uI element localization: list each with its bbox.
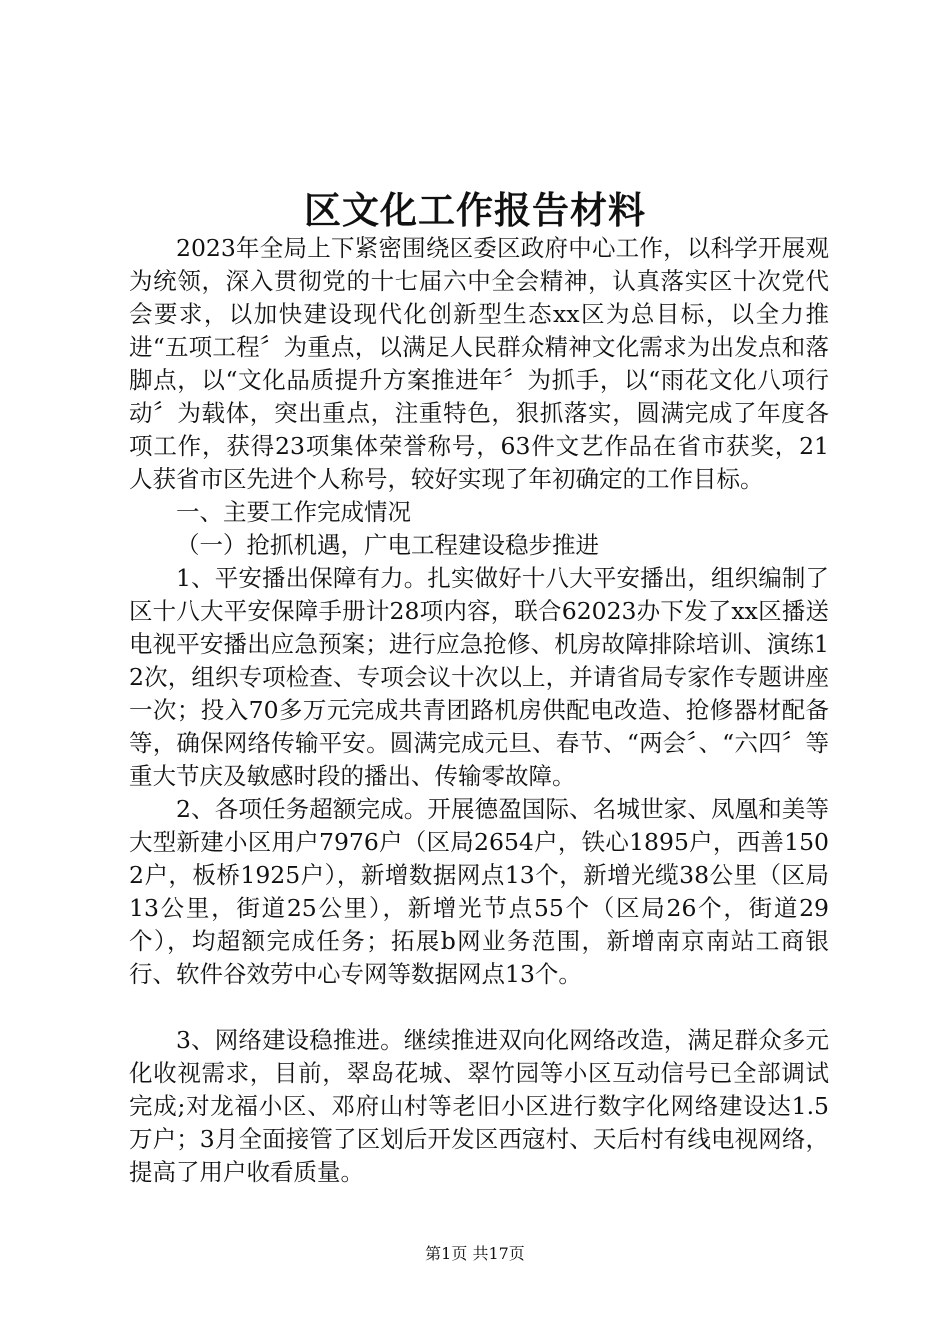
- section-heading: 一、主要工作完成情况: [176, 498, 411, 526]
- paragraph-intro: 2023年全局上下紧密围绕区委区政府中心工作，以科学开展观为统领，深入贯彻党的十七届六中全会精神，认真落实区十次党代会要求，以加快建设现代化创新型生态xx区为总目标，以全力推进“五项工程〞为重点，以满足人民群众精神文化需求为出发点和落脚点，以“文化品质提升方案推进年〞为抓手，以“雨花文化八项行动〞为载体，突出重点，注重特色，狠抓落实，圆满完成了年度各项工作，获得23项集体荣誉称号，63件文艺作品在省市获奖，21人获省市区先进个人称号，较好实现了年初确定的工作目标。: [129, 234, 829, 493]
- subsection-heading: （一）抢抓机遇，广电工程建设稳步推进: [176, 531, 599, 559]
- paragraph-item-2: 2、各项任务超额完成。开展德盈国际、名城世家、凤凰和美等大型新建小区用户7976户（区局2654户，铁心1895户，西善1502户，板桥1925户），新增数据网点13个，新增光缆38公里（区局13公里，街道25公里），新增光节点55个（区局26个，街道29个），均超额完成任务；拓展b网业务范围，新增南京南站工商银行、软件谷效劳中心专网等数据网点13个。: [129, 795, 829, 988]
- page-footer: 第1页 共17页: [425, 1244, 525, 1263]
- paragraph-item-1: 1、平安播出保障有力。扎实做好十八大平安播出，组织编制了区十八大平安保障手册计28项内容，联合62023办下发了xx区播送电视平安播出应急预案；进行应急抢修、机房故障排除培训、演练12次，组织专项检查、专项会议十次以上，并请省局专家作专题讲座一次；投入70多万元完成共青团路机房供配电改造、抢修器材配备等，确保网络传输平安。圆满完成元旦、春节、“两会〞、“六四〞等重大节庆及敏感时段的播出、传输零故障。: [129, 564, 829, 790]
- document-title: 区文化工作报告材料: [304, 188, 646, 232]
- paragraph-item-3: 3、网络建设稳推进。继续推进双向化网络改造，满足群众多元化收视需求，目前，翠岛花城、翠竹园等小区互动信号已全部调试完成;对龙福小区、邓府山村等老旧小区进行数字化网络建设达1.5万户；3月全面接管了区划后开发区西寇村、天后村有线电视网络，提高了用户收看质量。: [129, 1026, 829, 1186]
- document-body: [129, 232, 829, 1189]
